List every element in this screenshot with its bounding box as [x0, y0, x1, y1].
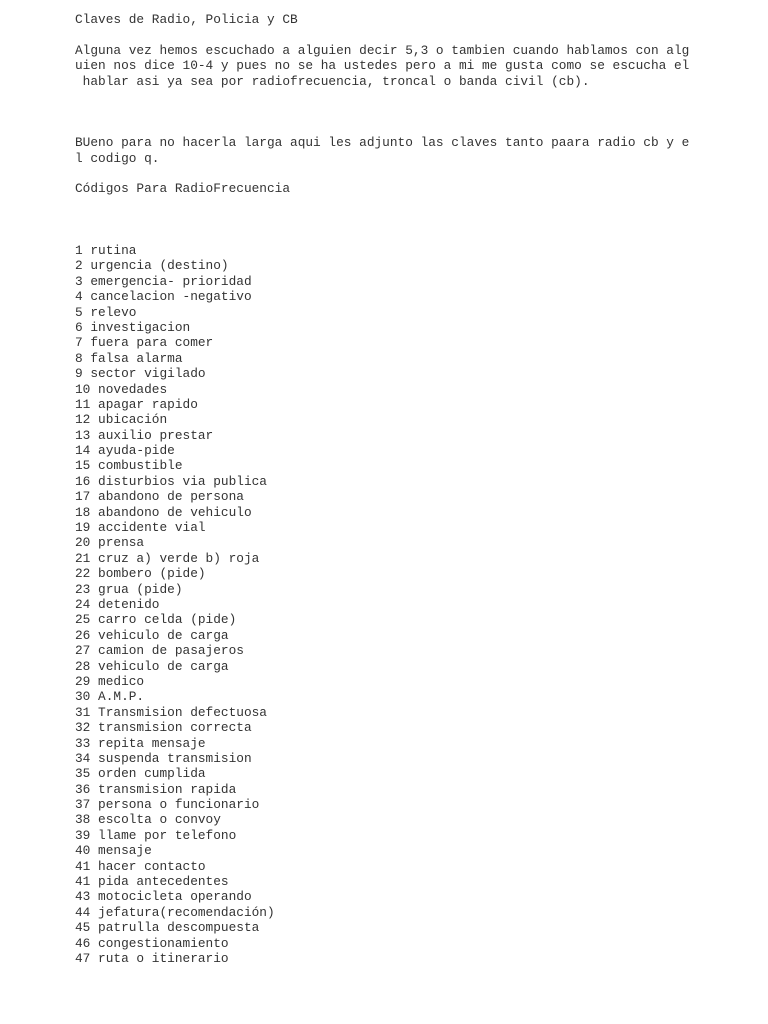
- code-list-item: 41 hacer contacto: [75, 858, 206, 874]
- intro-line: hablar asi ya sea por radiofrecuencia, troncal o banda civil (cb).: [75, 73, 590, 89]
- code-list-item: 9 sector vigilado: [75, 366, 206, 382]
- code-list-item: 45 patrulla descompuesta: [75, 920, 260, 936]
- code-list-item: 11 apagar rapido: [75, 396, 198, 412]
- intro-line: Alguna vez hemos escuchado a alguien decir 5,3 o tambien cuando hablamos con alg: [75, 42, 690, 58]
- closing-line: BUeno para no hacerla larga aqui les adjunto las claves tanto paara radio cb y e: [75, 135, 690, 151]
- code-list-item: 10 novedades: [75, 381, 168, 397]
- code-list-item: 36 transmision rapida: [75, 781, 237, 797]
- code-list-item: 47 ruta o itinerario: [75, 950, 229, 966]
- code-list-item: 16 disturbios via publica: [75, 473, 267, 489]
- code-list-item: 38 escolta o convoy: [75, 812, 221, 828]
- code-list-item: 14 ayuda-pide: [75, 443, 175, 459]
- code-list-item: 3 emergencia- prioridad: [75, 273, 252, 289]
- code-list-item: 31 Transmision defectuosa: [75, 704, 267, 720]
- code-list-item: 35 orden cumplida: [75, 766, 206, 782]
- code-list-item: 43 motocicleta operando: [75, 889, 252, 905]
- closing-line: l codigo q.: [75, 150, 160, 166]
- code-list-item: 26 vehiculo de carga: [75, 627, 229, 643]
- intro-paragraph: [75, 43, 745, 89]
- code-list-item: 4 cancelacion -negativo: [75, 289, 252, 305]
- code-list-item: 34 suspenda transmision: [75, 750, 252, 766]
- code-list-item: 5 relevo: [75, 304, 137, 320]
- closing-paragraph: [75, 135, 745, 166]
- code-list-item: 28 vehiculo de carga: [75, 658, 229, 674]
- code-list-item: 7 fuera para comer: [75, 335, 214, 351]
- document-title: Claves de Radio, Policia y CB: [75, 12, 298, 27]
- code-list-item: 2 urgencia (destino): [75, 258, 229, 274]
- code-list-item: 37 persona o funcionario: [75, 797, 260, 813]
- code-list-item: 13 auxilio prestar: [75, 427, 214, 443]
- code-list-item: 30 A.M.P.: [75, 689, 145, 705]
- code-list-item: 12 ubicación: [75, 412, 168, 428]
- code-list: [75, 243, 745, 966]
- code-list-item: 24 detenido: [75, 596, 160, 612]
- code-list-item: 17 abandono de persona: [75, 489, 244, 505]
- code-list-item: 15 combustible: [75, 458, 183, 474]
- code-list-item: 46 congestionamiento: [75, 935, 229, 951]
- code-list-item: 25 carro celda (pide): [75, 612, 237, 628]
- intro-line: uien nos dice 10-4 y pues no se ha ustedes pero a mi me gusta como se escucha el: [75, 58, 690, 74]
- document-page: [75, 12, 745, 966]
- code-list-item: 22 bombero (pide): [75, 566, 206, 582]
- code-list-item: 40 mensaje: [75, 843, 152, 859]
- code-list-item: 27 camion de pasajeros: [75, 643, 244, 659]
- code-list-item: 21 cruz a) verde b) roja: [75, 550, 260, 566]
- section-heading: Códigos Para RadioFrecuencia: [75, 181, 291, 197]
- code-list-item: 18 abandono de vehiculo: [75, 504, 252, 520]
- code-list-item: 6 investigacion: [75, 319, 191, 335]
- code-list-item: 44 jefatura(recomendación): [75, 904, 275, 920]
- code-list-item: 29 medico: [75, 673, 145, 689]
- code-list-item: 20 prensa: [75, 535, 145, 551]
- code-list-item: 39 llame por telefono: [75, 827, 237, 843]
- code-list-item: 1 rutina: [75, 243, 137, 258]
- code-list-item: 19 accidente vial: [75, 520, 206, 536]
- code-list-item: 23 grua (pide): [75, 581, 183, 597]
- code-list-item: 8 falsa alarma: [75, 350, 183, 366]
- code-list-item: 41 pida antecedentes: [75, 874, 229, 890]
- code-list-item: 33 repita mensaje: [75, 735, 206, 751]
- code-list-item: 32 transmision correcta: [75, 720, 252, 736]
